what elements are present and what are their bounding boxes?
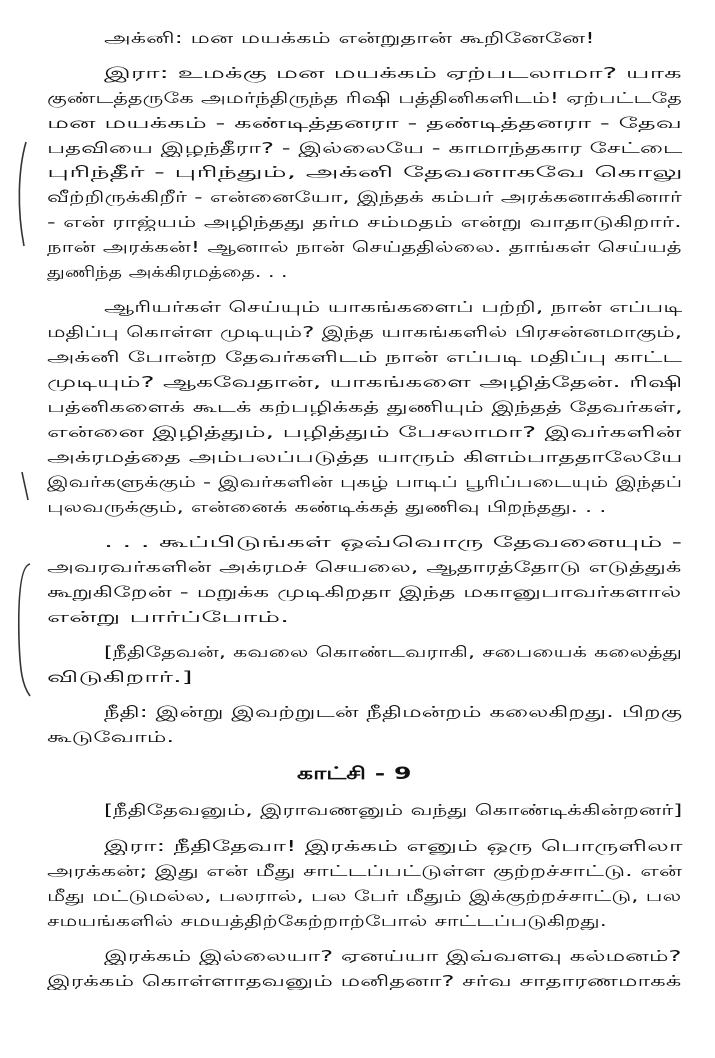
text-line: துணிந்த அக்கிரமத்தை. . . — [47, 263, 288, 281]
margin-bracket-mark — [12, 140, 36, 250]
text-line: மீது மட்டுமல்ல, பலரால், பல பேர் மீதும் இக்குற்றச்சாட்டு, பல — [47, 887, 682, 905]
text-line: இவர்களுக்கும் - இவர்களின் புகழ் பாடிப் பூரிப்படையும் இந்தப் — [47, 473, 683, 491]
text-line: என்னை இழித்தும், பழித்தும் பேசலாமா? இவர்களின் — [47, 423, 682, 441]
scene-heading: காட்சி - 9 — [297, 764, 412, 784]
text-line: பதவியை இழந்தீரா? - இல்லையே - காமாந்தகார சேட்டை — [47, 139, 683, 157]
text-line: புரிந்தீர் - புரிந்தும், அக்னி தேவனாகவே கொலு — [47, 163, 683, 181]
text-line: சமயங்களில் சமயத்திற்கேற்றாற்போல் சாட்டப்படுகிறது. — [47, 912, 607, 930]
text-line: கூறுகிறேன் - மறுக்க முடிகிறதா இந்த மகானுபாவர்களால் — [47, 583, 682, 601]
stage-direction: விடுகிறார்.] — [47, 668, 193, 686]
text-line: இரக்கம் கொள்ளாதவனும் மனிதனா? சர்வ சாதாரணமாகக் — [47, 972, 682, 990]
text-line: அக்ரமத்தை அம்பலப்படுத்த யாரும் கிளம்பாததாலேயே — [47, 448, 683, 466]
text-line: பத்னிகளைக் கூடக் கற்பழிக்கத் துணியும் இந்தத் தேவர்கள், — [47, 398, 683, 416]
stage-direction: [நீதிதேவன், கவலை கொண்டவராகி, சபையைக் கலைத்து — [104, 643, 682, 661]
margin-tick-mark — [16, 470, 36, 504]
text-line: முடியும்? ஆகவேதான், யாகங்களை அழித்தேன். ரிஷி — [47, 373, 683, 391]
text-line: அரக்கன்; இது என் மீது சாட்டப்பட்டுள்ள குற்றச்சாட்டு. என் — [47, 862, 682, 880]
text-line: நீதி: இன்று இவற்றுடன் நீதிமன்றம் கலைகிறது. பிறகு — [104, 703, 683, 721]
text-line: கூடுவோம். — [47, 728, 175, 746]
text-line: வீற்றிருக்கிறீர் - என்னையோ, இந்தக் கம்பர் அரக்கனாக்கினார் — [47, 188, 682, 206]
text-line: - என் ராஜ்யம் அழிந்தது தர்ம சம்மதம் என்று வாதாடுகிறார். — [47, 213, 682, 231]
text-line: . . . கூப்பிடுங்கள் ஒவ்வொரு தேவனையும் - — [104, 533, 683, 551]
text-line: நான் அரக்கன்! ஆனால் நான் செய்ததில்லை. தாங்கள் செய்யத் — [47, 238, 682, 256]
text-line: என்று பார்ப்போம். — [47, 608, 290, 626]
text-line: குண்டத்தருகே அமர்ந்திருந்த ரிஷி பத்தினிகளிடம்! ஏற்பட்டதே — [47, 89, 682, 107]
text-line: இரக்கம் இல்லையா? ஏனய்யா இவ்வளவு கல்மனம்? — [104, 947, 682, 965]
text-line: இரா: உமக்கு மன மயக்கம் ஏற்படலாமா? யாக — [104, 64, 682, 82]
text-line: அக்னி: மன மயக்கம் என்றுதான் கூறினேனே! — [104, 29, 595, 47]
text-line: மதிப்பு கொள்ள முடியும்? இந்த யாகங்களில் பிரசன்னமாகும், — [47, 323, 683, 341]
text-line: இரா: நீதிதேவா! இரக்கம் எனும் ஒரு பொருளிலா — [104, 837, 683, 855]
text-line: அவரவர்களின் அக்ரமச் செயலை, ஆதாரத்தோடு எடுத்துக் — [47, 558, 682, 576]
margin-bracket-mark — [10, 560, 38, 700]
stage-direction: [நீதிதேவனும், இராவணனும் வந்து கொண்டிக்கின்றனர்] — [104, 801, 683, 819]
text-line: ஆரியர்கள் செய்யும் யாகங்களைப் பற்றி, நான் எப்படி — [104, 298, 683, 316]
text-line: மன மயக்கம் - கண்டித்தனரா - தண்டித்தனரா - தேவ — [47, 114, 682, 132]
text-line: அக்னி போன்ற தேவர்களிடம் நான் எப்படி மதிப்பு காட்ட — [47, 348, 682, 366]
text-line: புலவருக்கும், என்னைக் கண்டிக்கத் துணிவு பிறந்தது. . . — [47, 498, 607, 516]
